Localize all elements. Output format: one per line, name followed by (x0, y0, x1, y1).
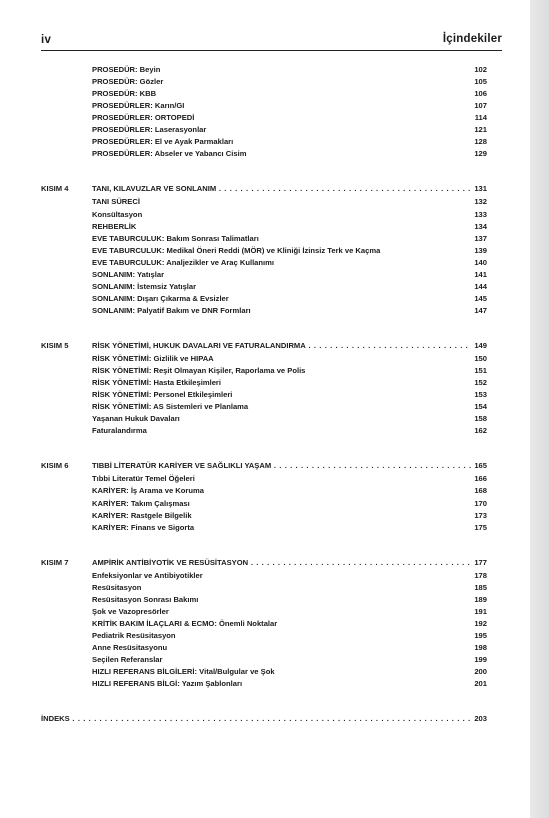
toc-entry-title: TANI SÜRECİ (92, 197, 140, 207)
toc-entry[interactable] (92, 305, 487, 317)
part-heading[interactable] (92, 557, 487, 569)
part-label: KISIM 6 (41, 461, 69, 471)
toc-entry[interactable] (92, 389, 487, 401)
toc-entry-page: 141 (474, 269, 487, 279)
index-heading[interactable] (41, 713, 487, 725)
part-heading-title: TANI, KILAVUZLAR VE SONLANIM . . . (92, 183, 471, 195)
toc-entry-title: RİSK YÖNETİMİ: Reşit Olmayan Kişiler, Raporlama ve Polis (92, 366, 306, 376)
toc-entry[interactable] (92, 606, 487, 618)
toc-entry[interactable] (92, 100, 487, 112)
toc-entry-title: Yaşanan Hukuk Davaları (92, 414, 180, 424)
toc-entry-title: REHBERLİK (92, 221, 137, 231)
toc-entry[interactable] (92, 245, 487, 257)
toc-entry-title: Anne Resüsitasyonu (92, 643, 168, 652)
toc-entry[interactable] (92, 594, 487, 606)
toc-entry[interactable] (92, 76, 487, 88)
part-label: KISIM 7 (41, 557, 69, 567)
toc-entry-title: PROSEDÜRLER: Laserasyonlar (92, 125, 207, 135)
toc-entry[interactable] (92, 498, 487, 510)
toc-entry-title: Resüsitasyon (92, 582, 142, 592)
part-label: KISIM 5 (41, 340, 69, 350)
toc-entry-title: Enfeksiyonlar ve Antibiyotikler (92, 570, 203, 580)
toc-entry[interactable] (92, 678, 487, 690)
page-number: iv (41, 34, 52, 46)
toc-entry[interactable] (92, 196, 487, 208)
index-heading-title: İNDEKS . . . (41, 713, 471, 725)
toc-entry-title: SONLANIM: Yatışlar (92, 269, 165, 279)
toc-entry[interactable] (92, 281, 487, 293)
toc-entry[interactable] (92, 64, 487, 76)
toc-entry[interactable] (92, 510, 487, 522)
toc-entry-page: 199 (474, 655, 487, 665)
toc-entry[interactable] (92, 522, 487, 534)
toc-entry-page: 114 (474, 113, 487, 123)
toc-entry[interactable] (92, 630, 487, 642)
part-heading-page: 165 (474, 461, 487, 471)
toc-entry-title: PROSEDÜR: KBB (92, 89, 157, 99)
toc-entry[interactable] (92, 124, 487, 136)
section-title: İçindekiler (442, 33, 502, 45)
toc-entry-page: 153 (474, 390, 487, 400)
toc-entry-title: PROSEDÜRLER: Karın/GI (92, 101, 185, 111)
toc-entry-page: 170 (474, 498, 487, 508)
toc-entry-title: KARİYER: İş Arama ve Koruma (92, 486, 204, 496)
toc-entry[interactable] (92, 88, 487, 100)
toc-entry-page: 144 (474, 281, 487, 291)
toc-entry-page: 201 (474, 679, 487, 689)
part-heading-title: TIBBİ LİTERATÜR KARİYER VE SAĞLIKLI YAŞAM . . . (92, 460, 471, 472)
toc-entry-page: 191 (474, 606, 487, 616)
toc-entry[interactable] (92, 353, 487, 365)
toc-entry[interactable] (92, 377, 487, 389)
toc-entry-title: SONLANIM: İstemsiz Yatışlar (92, 281, 197, 291)
toc-entry[interactable] (92, 666, 487, 678)
toc-entry[interactable] (92, 365, 487, 377)
toc-entry-title: EVE TABURCULUK: Analjezikler ve Araç Kullanımı (92, 257, 275, 267)
part-heading[interactable] (92, 460, 487, 472)
toc-entry[interactable] (92, 136, 487, 148)
toc-entry-title: SONLANIM: Dışarı Çıkarma & Evsizler (92, 293, 229, 303)
toc-entry-page: 137 (474, 233, 487, 243)
toc-entry-page: 105 (474, 77, 487, 87)
toc-entry-title: KARİYER: Rastgele Bilgelik (92, 510, 192, 520)
toc-entry[interactable] (92, 293, 487, 305)
toc-entry-title: HIZLI REFERANS BİLGİ: Yazım Şablonları (92, 679, 243, 689)
toc-entry-page: 145 (474, 293, 487, 303)
toc-entry-title: HIZLI REFERANS BİLGİLERİ: Vital/Bulgular ve Şok (92, 667, 275, 677)
toc-entry-page: 102 (474, 65, 487, 74)
toc-entry-page: 107 (474, 101, 487, 111)
toc-entry-page: 192 (474, 618, 487, 628)
toc-entry-page: 178 (474, 570, 487, 580)
toc-entry[interactable] (92, 401, 487, 413)
toc-entry[interactable] (92, 425, 487, 437)
toc-entry-title: KRİTİK BAKIM İLAÇLARI & ECMO: Önemli Noktalar (92, 618, 278, 628)
page-header (41, 32, 502, 51)
toc-entry-page: 106 (474, 89, 487, 99)
toc-entry[interactable] (92, 413, 487, 425)
toc-entry-page: 173 (474, 510, 487, 520)
toc-entry-title: RİSK YÖNETİMİ: Personel Etkileşimleri (92, 390, 233, 400)
toc-entry[interactable] (92, 618, 487, 630)
toc-entry-page: 129 (474, 149, 487, 159)
toc-entry-page: 168 (474, 486, 487, 496)
toc-entry[interactable] (92, 233, 487, 245)
toc-entry[interactable] (92, 654, 487, 666)
part-heading-page: 131 (474, 184, 487, 194)
toc-entry-page: 140 (474, 257, 487, 267)
part-heading-page: 177 (474, 557, 487, 567)
toc-entry-page: 185 (474, 582, 487, 592)
toc-entry-title: KARİYER: Takım Çalışması (92, 498, 190, 508)
toc-entry-title: SONLANIM: Palyatif Bakım ve DNR Formları (92, 305, 251, 315)
toc-entry-page: 200 (474, 667, 487, 677)
toc-entry-page: 154 (474, 402, 487, 412)
toc-entry-title: Seçilen Referanslar (92, 655, 163, 665)
toc-entry[interactable] (92, 473, 487, 485)
toc-entry-title: RİSK YÖNETİMİ: AS Sistemleri ve Planlama (92, 402, 249, 412)
part-heading[interactable] (92, 183, 487, 195)
toc-entry[interactable] (92, 582, 487, 594)
part-heading-page: 149 (474, 340, 487, 350)
toc-entry[interactable] (92, 642, 487, 654)
toc-entry-page: 128 (474, 137, 487, 147)
toc-entry-page: 175 (474, 522, 487, 532)
toc-entry-page: 133 (474, 209, 487, 219)
toc-entry-page: 198 (474, 643, 487, 652)
toc-entry-title: Konsültasyon (92, 209, 143, 219)
toc-entry-page: 152 (474, 378, 487, 388)
toc-entry-page: 151 (474, 366, 487, 376)
toc-entry-title: Tıbbi Literatür Temel Öğeleri (92, 474, 195, 484)
part-label: KISIM 4 (41, 184, 69, 194)
toc-entry-title: Pediatrik Resüsitasyon (92, 630, 176, 640)
toc-entry-page: 150 (474, 354, 487, 363)
toc-entry[interactable] (92, 269, 487, 281)
toc-entry-title: PROSEDÜRLER: ORTOPEDİ (92, 113, 195, 123)
toc-entry-page: 134 (474, 221, 487, 231)
index-heading-page: 203 (474, 714, 487, 724)
toc-entry-title: PROSEDÜRLER: Abseler ve Yabancı Cisim (92, 149, 247, 159)
toc-entry[interactable] (92, 148, 487, 160)
toc-entry-page: 147 (474, 305, 487, 315)
toc-entry[interactable] (92, 112, 487, 124)
toc-entry-page: 139 (474, 245, 487, 255)
toc-entry-page: 195 (474, 630, 487, 640)
toc-entry-page: 158 (474, 414, 487, 424)
part-heading[interactable] (92, 340, 487, 352)
toc-entry-title: PROSEDÜR: Beyin (92, 65, 161, 74)
toc-entry[interactable] (92, 570, 487, 582)
toc-entry-title: RİSK YÖNETİMİ: Gizlilik ve HIPAA (92, 354, 214, 363)
toc-entry-page: 132 (474, 197, 487, 207)
toc-entry-title: RİSK YÖNETİMİ: Hasta Etkileşimleri (92, 378, 221, 388)
toc-entry[interactable] (92, 221, 487, 233)
page-edge-shadow (530, 0, 549, 818)
toc-entry-title: KARİYER: Finans ve Sigorta (92, 522, 195, 532)
toc-entry-title: Faturalandırma (92, 426, 147, 436)
toc-entry-title: EVE TABURCULUK: Bakım Sonrası Talimatları (92, 233, 259, 243)
toc-entry-page: 166 (474, 474, 487, 484)
toc-entry-page: 189 (474, 594, 487, 604)
toc-entry[interactable] (92, 209, 487, 221)
part-heading-title: AMPİRİK ANTİBİYOTİK VE RESÜSİTASYON . . . (92, 557, 471, 569)
toc-entry[interactable] (92, 485, 487, 497)
toc-entry-page: 162 (474, 426, 487, 436)
toc-entry-title: EVE TABURCULUK: Medikal Öneri Reddi (MÖR) ve Kliniği İzinsiz Terk ve Kaçma (92, 245, 381, 255)
toc-entry-page: 121 (474, 125, 487, 135)
toc-entry-title: PROSEDÜR: Gözler (92, 77, 164, 87)
toc-entry[interactable] (92, 257, 487, 269)
toc-entry-title: Şok ve Vazopresörler (92, 606, 169, 616)
toc-entry-title: Resüsitasyon Sonrası Bakımı (92, 594, 199, 604)
part-heading-title: RİSK YÖNETİMİ, HUKUK DAVALARI VE FATURALANDIRMA . . . (92, 340, 471, 352)
toc-entry-title: PROSEDÜRLER: El ve Ayak Parmakları (92, 137, 234, 147)
